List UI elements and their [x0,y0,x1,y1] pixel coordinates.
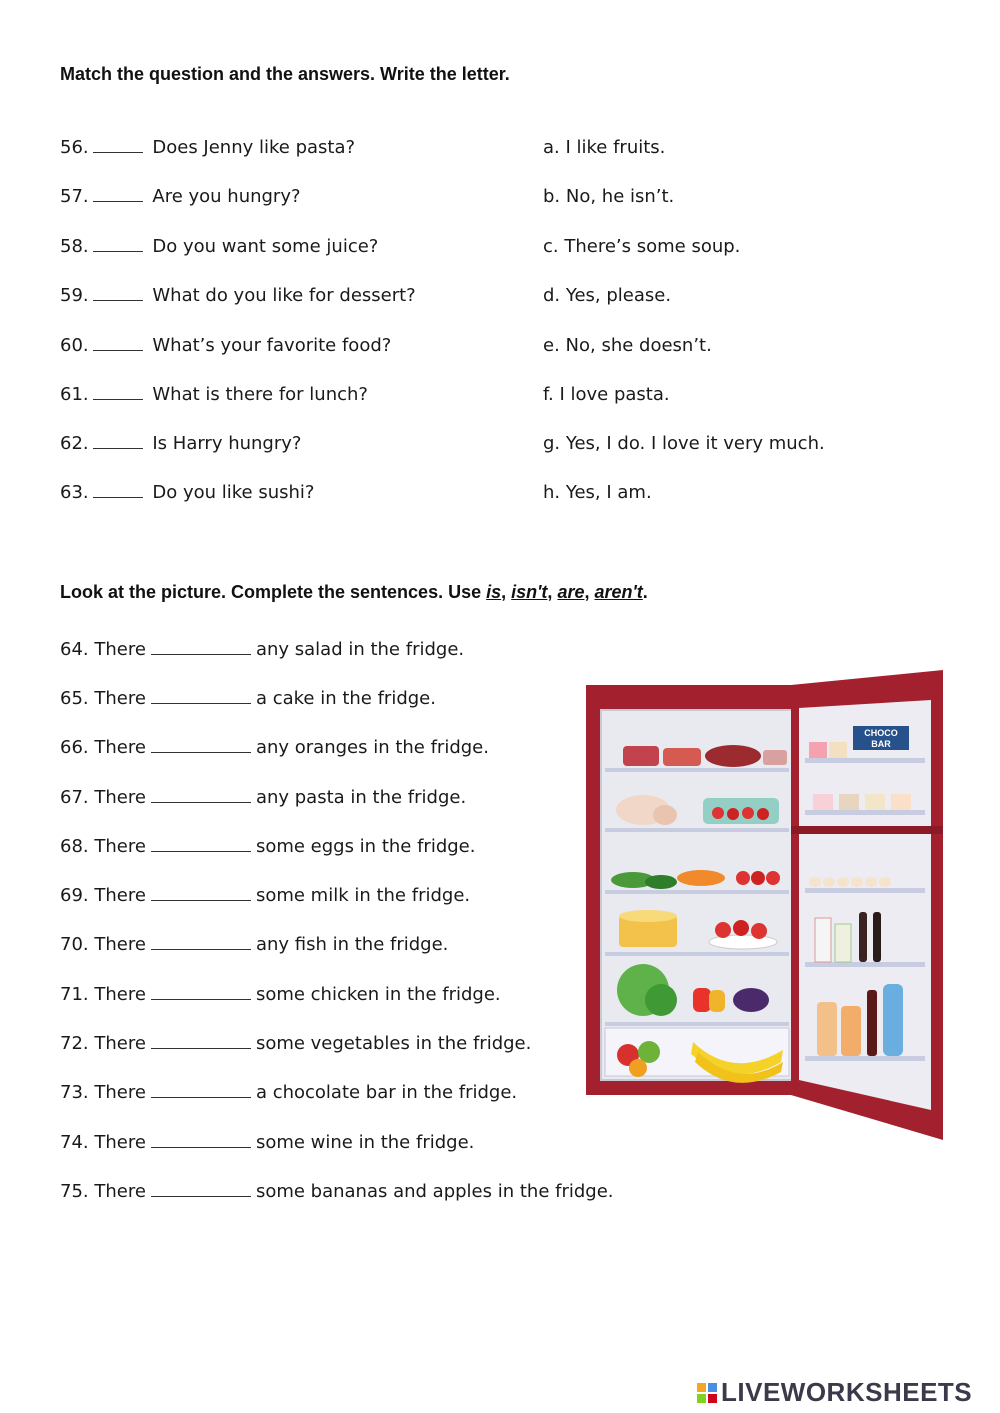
sentence-item [60,836,475,857]
sentence-blank[interactable] [151,985,251,1000]
sentence-start: There [94,934,146,955]
question-item [60,186,301,207]
answer-option: f. I love pasta. [543,384,670,405]
sentence-item [60,1033,531,1054]
sentence-start: There [94,1181,146,1202]
sentence-start: There [94,1082,146,1103]
keyword-is: is [486,582,502,602]
sentence-item [60,688,436,709]
sentence-number: 72. [60,1033,89,1054]
sentence-number: 73. [60,1082,89,1103]
question-number: 56. [60,137,89,158]
answer-blank[interactable] [93,237,143,252]
sentence-blank[interactable] [151,738,251,753]
answer-option: h. Yes, I am. [543,482,652,503]
sentence-start: There [94,737,146,758]
sentence-item [60,885,470,906]
sentence-rest: any oranges in the fridge. [255,737,489,758]
tomato-tray-icon [703,798,779,824]
question-item [60,236,378,257]
sentence-item [60,787,466,808]
question-text: What do you like for dessert? [152,285,416,306]
answer-blank[interactable] [93,483,143,498]
sentence-blank[interactable] [151,689,251,704]
sentence-rest: some bananas and apples in the fridge. [255,1181,614,1202]
section2-heading [60,582,648,603]
answer-option: g. Yes, I do. I love it very much. [543,433,825,454]
keyword-isnt: isn't [511,582,548,602]
sentence-start: There [94,787,146,808]
sentence-start: There [94,836,146,857]
sentence-number: 74. [60,1132,89,1153]
sentence-rest: any fish in the fridge. [255,934,449,955]
question-text: What is there for lunch? [152,384,368,405]
question-text: What’s your favorite food? [152,335,392,356]
cake-icon [619,910,677,947]
sentence-start: There [94,639,146,660]
answer-blank[interactable] [93,138,143,153]
sentence-item [60,934,448,955]
question-text: Do you like sushi? [152,482,315,503]
question-number: 58. [60,236,89,257]
sentence-number: 67. [60,787,89,808]
sentence-item [60,1082,517,1103]
sentence-item [60,1132,474,1153]
section1-heading: Match the question and the answers. Write the letter. [60,64,510,84]
question-number: 63. [60,482,89,503]
question-number: 57. [60,186,89,207]
answer-blank[interactable] [93,187,143,202]
separator: , [584,582,595,602]
question-item [60,137,355,158]
sentence-number: 70. [60,934,89,955]
heading-end: . [642,582,648,602]
sentence-number: 71. [60,984,89,1005]
milk-carton-icon [815,918,831,962]
sentence-start: There [94,984,146,1005]
sentence-rest: any salad in the fridge. [255,639,465,660]
question-text: Is Harry hungry? [152,433,302,454]
sentence-start: There [94,885,146,906]
sentence-rest: any pasta in the fridge. [255,787,467,808]
heading-text: Look at the picture. Complete the sentences. Use [60,582,487,602]
sentence-item [60,984,501,1005]
question-number: 62. [60,433,89,454]
sentence-rest: some chicken in the fridge. [255,984,501,1005]
answer-option: b. No, he isn’t. [543,186,675,207]
sentence-number: 64. [60,639,89,660]
sentence-number: 66. [60,737,89,758]
separator: , [501,582,512,602]
sentence-item [60,639,464,660]
sentence-rest: some vegetables in the fridge. [255,1033,532,1054]
sentence-rest: some milk in the fridge. [255,885,471,906]
juice-bottle-icon [817,1002,837,1056]
answer-blank[interactable] [93,336,143,351]
answer-option: d. Yes, please. [543,285,672,306]
sentence-blank[interactable] [151,640,251,655]
sentence-rest: a chocolate bar in the fridge. [255,1082,518,1103]
answer-option: a. I like fruits. [543,137,666,158]
choco-label: CHOCO [864,728,898,738]
keyword-are: are [557,582,585,602]
sentence-rest: some eggs in the fridge. [255,836,476,857]
sentence-start: There [94,1033,146,1054]
sentence-blank[interactable] [151,1083,251,1098]
bar-label: BAR [871,739,891,749]
question-item [60,482,314,503]
sentence-blank[interactable] [151,886,251,901]
sentence-blank[interactable] [151,1034,251,1049]
separator: , [547,582,558,602]
sentence-number: 65. [60,688,89,709]
sentence-blank[interactable] [151,935,251,950]
question-item [60,433,301,454]
answer-option: c. There’s some soup. [543,236,741,257]
question-number: 61. [60,384,89,405]
sentence-item [60,1181,614,1202]
question-text: Are you hungry? [152,186,301,207]
answer-blank[interactable] [93,385,143,400]
sentence-rest: some wine in the fridge. [255,1132,475,1153]
question-text: Does Jenny like pasta? [152,137,356,158]
question-number: 59. [60,285,89,306]
sentence-blank[interactable] [151,788,251,803]
fridge-illustration [583,650,953,1160]
sentence-rest: a cake in the fridge. [255,688,436,709]
question-text: Do you want some juice? [152,236,379,257]
sentence-blank[interactable] [151,1182,251,1197]
question-item [60,335,391,356]
sentence-blank[interactable] [151,1133,251,1148]
answer-option: e. No, she doesn’t. [543,335,712,356]
sentence-number: 69. [60,885,89,906]
keyword-arent: aren't [594,582,643,602]
logo-text: LIVEWORKSHEETS [721,1377,973,1407]
wine-bottle-icon [859,912,867,962]
answer-blank[interactable] [93,434,143,449]
liveworksheets-logo [697,1377,972,1408]
logo-mark-icon [697,1383,717,1403]
sentence-start: There [94,1132,146,1153]
question-number: 60. [60,335,89,356]
question-item [60,384,368,405]
question-item [60,285,416,306]
water-bottle-icon [883,984,903,1056]
answer-blank[interactable] [93,286,143,301]
sentence-item [60,737,489,758]
sentence-number: 75. [60,1181,89,1202]
sentence-number: 68. [60,836,89,857]
sentence-blank[interactable] [151,837,251,852]
sentence-start: There [94,688,146,709]
